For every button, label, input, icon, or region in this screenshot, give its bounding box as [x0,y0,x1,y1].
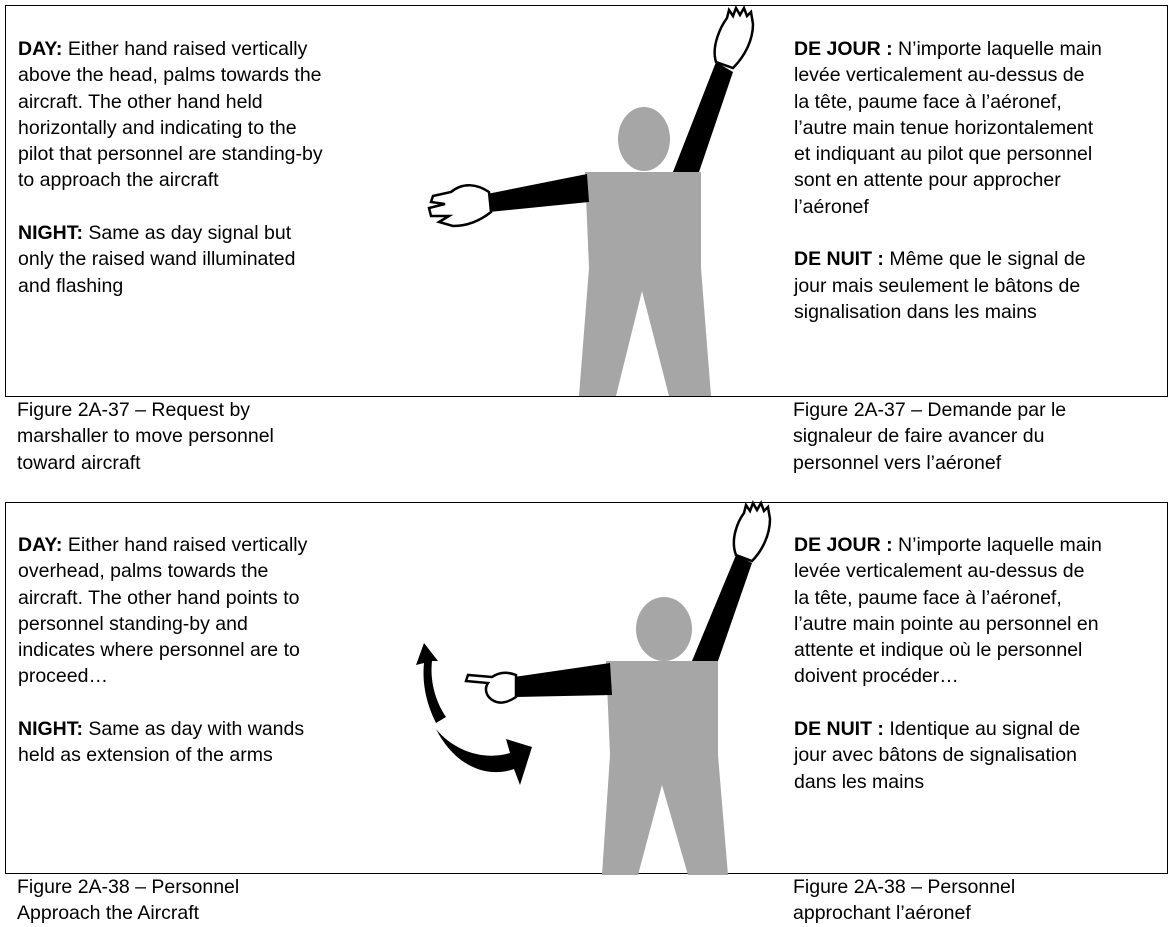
caption-2a-37-fr [793,397,1153,476]
day-line-fr: la tête, paume face à l’aéronef, [794,90,1062,113]
day-line-fr: attente et indique où le personnel [794,639,1083,662]
day-line-fr: N’importe laquelle main [898,534,1102,556]
night-line-fr: jour mais seulement le bâtons de [794,274,1081,297]
day-label-fr: DE JOUR : [794,534,893,556]
day-line: overhead, palms towards the [18,560,269,583]
french-description [794,36,1166,352]
day-line-fr: l’aéronef [794,195,869,218]
day-line: above the head, palms towards the [18,64,322,87]
night-line-fr: jour avec bâtons de signalisation [794,744,1077,767]
english-description [18,36,388,325]
curved-arrow-icon [436,729,532,785]
caption-line: Approach the Aircraft [17,902,200,925]
french-description [794,532,1166,821]
day-line: aircraft. The other hand held [18,90,263,113]
caption-2a-38-fr [793,874,1153,927]
day-line-fr: levée verticalement au-dessus de [794,560,1085,583]
day-line: indicates where personnel are to [18,639,300,662]
night-line: Same as day with wands [88,718,305,741]
night-line-fr: Même que le signal de [889,248,1086,271]
day-paragraph-fr [794,532,1166,690]
night-line: and flashing [18,274,124,297]
day-line: Either hand raised vertically [67,534,308,556]
night-paragraph-fr [794,246,1166,325]
day-line: horizontally and indicating to the [18,116,297,139]
marshaller-figure-arm-raised [411,6,791,398]
caption-line: Figure 2A-37 – Demande par le [793,399,1067,421]
day-paragraph [18,532,388,690]
night-label: NIGHT: [18,222,83,245]
caption-line: Figure 2A-37 – Request by [17,399,251,421]
day-line: pilot that personnel are standing-by [18,143,323,166]
day-line-fr: sont en attente pour approcher [794,169,1061,192]
day-line: aircraft. The other hand points to [18,586,300,609]
caption-line: personnel vers l’aéronef [793,451,1002,474]
night-line: held as extension of the arms [18,744,273,767]
day-line: proceed… [18,665,108,688]
day-line: to approach the aircraft [18,169,219,192]
night-label: NIGHT: [18,718,83,741]
day-paragraph-fr [794,36,1166,220]
night-line-fr: dans les mains [794,770,925,793]
night-line-fr: Identique au signal de [889,718,1081,741]
night-label-fr: DE NUIT : [794,718,884,741]
day-label: DAY: [18,534,63,556]
night-line: Same as day signal but [88,222,292,245]
day-label: DAY: [18,38,63,60]
figure-box-2a-37 [5,5,1168,397]
day-line-fr: l’autre main pointe au personnel en [794,612,1099,635]
english-description [18,532,388,795]
caption-2a-38-en [17,874,377,927]
caption-line: approchant l’aéronef [793,902,971,925]
day-line-fr: N’importe laquelle main [898,38,1102,60]
figure-box-2a-38 [5,502,1168,874]
day-line-fr: levée verticalement au-dessus de [794,64,1085,87]
night-line: only the raised wand illuminated [18,248,296,271]
caption-line: signaleur de faire avancer du [793,425,1045,448]
day-line-fr: et indiquant au pilot que personnel [794,143,1093,166]
night-paragraph [18,220,388,299]
marshaller-figure-pointing [406,503,791,875]
night-label-fr: DE NUIT : [794,248,884,271]
up-arrow-icon [416,643,446,723]
night-paragraph [18,716,388,769]
day-line: Either hand raised vertically [67,38,308,60]
night-line-fr: signalisation dans les mains [794,300,1037,323]
caption-line: marshaller to move personnel [17,425,274,448]
caption-line: Figure 2A-38 – Personnel [793,876,1016,898]
caption-line: toward aircraft [17,451,141,474]
day-line-fr: l’autre main tenue horizontalement [794,116,1094,139]
day-line: personnel standing-by and [18,612,248,635]
day-label-fr: DE JOUR : [794,38,893,60]
caption-2a-37-en [17,397,377,476]
day-line-fr: doivent procéder… [794,665,959,688]
night-paragraph-fr [794,716,1166,795]
day-paragraph [18,36,388,194]
day-line-fr: la tête, paume face à l’aéronef, [794,586,1062,609]
caption-line: Figure 2A-38 – Personnel [17,876,240,898]
